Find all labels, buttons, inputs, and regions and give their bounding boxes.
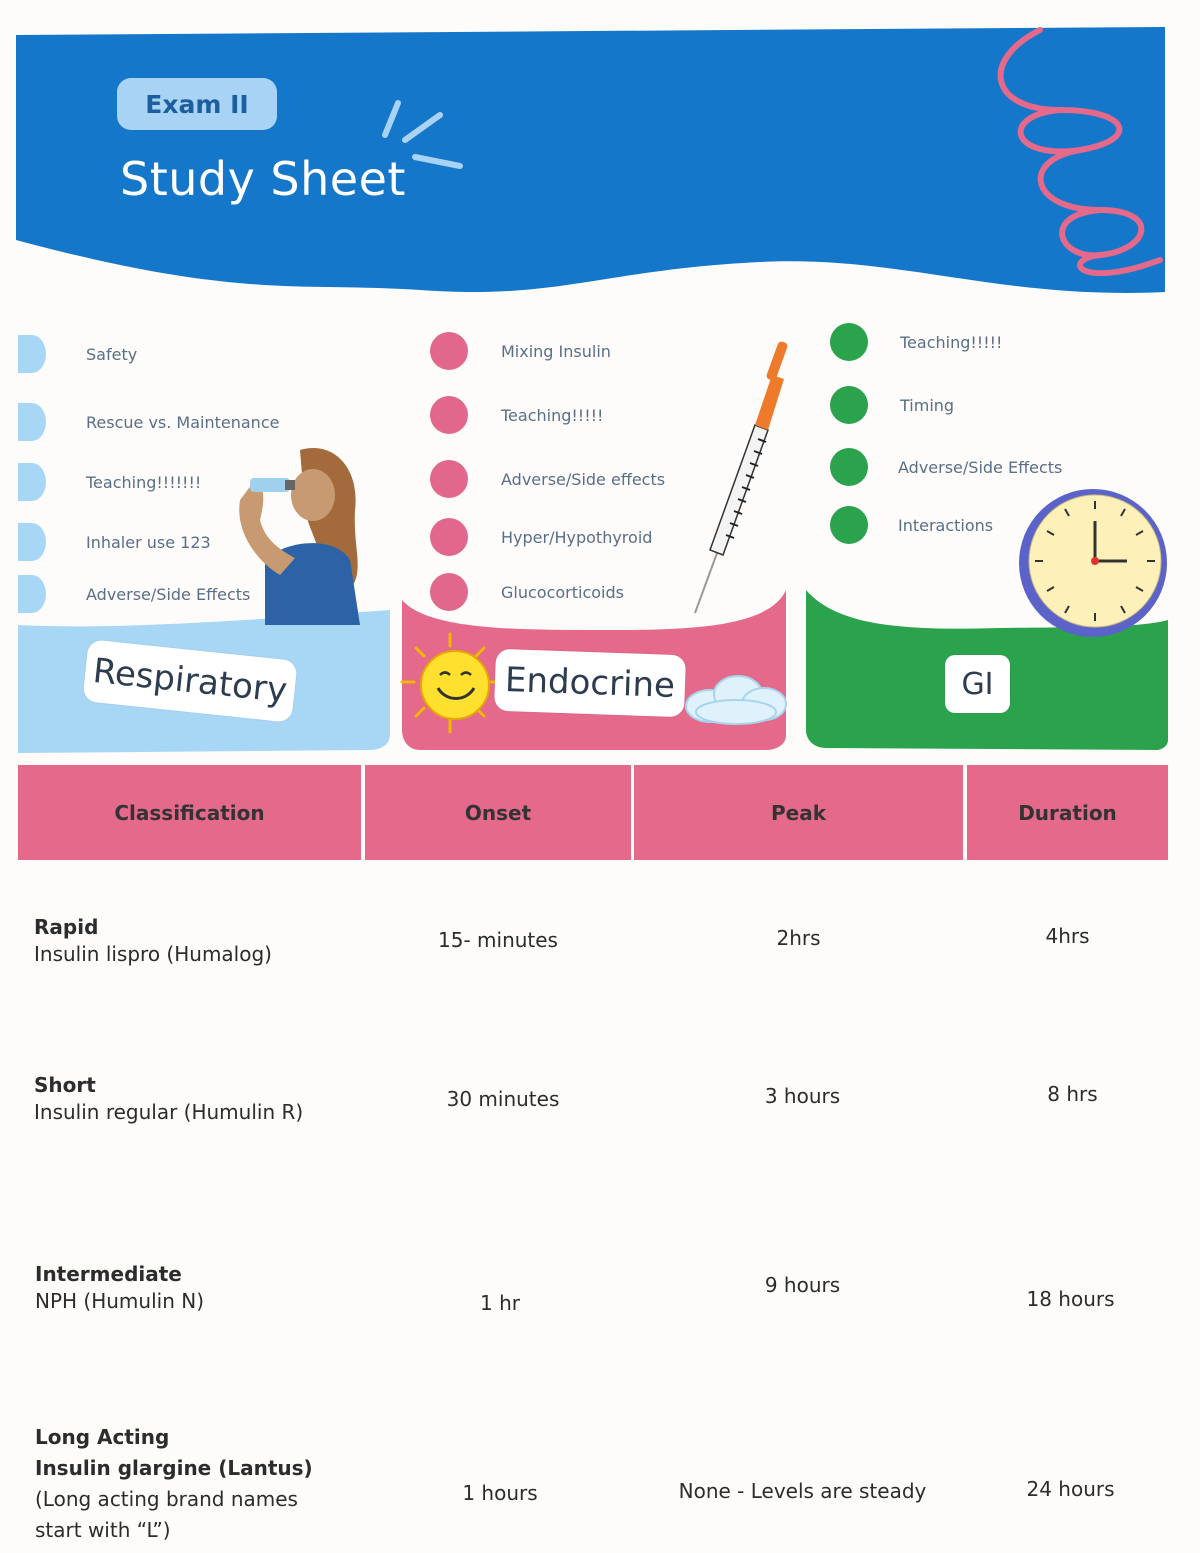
topic-item: Teaching!!!!! <box>900 332 1003 352</box>
bullet-dot <box>18 463 46 501</box>
classification-drug: Insulin regular (Humulin R) <box>34 1100 304 1124</box>
header-onset: Onset <box>365 765 631 860</box>
syringe-illustration <box>680 335 800 620</box>
classification-title: Intermediate <box>35 1262 182 1286</box>
gi-tag: GI <box>945 655 1010 713</box>
topic-item: Timing <box>900 395 955 415</box>
classification-cell <box>34 915 272 970</box>
endocrine-tag: Endocrine <box>494 649 686 718</box>
bullet-dot <box>430 460 468 498</box>
onset-cell: 1 hr <box>480 1291 520 1315</box>
classification-cell <box>35 1422 313 1546</box>
topic-item: Teaching!!!!! <box>501 405 604 425</box>
topic-item: Hyper/Hypothyroid <box>501 527 653 547</box>
classification-cell <box>35 1262 204 1317</box>
topic-item: Inhaler use 123 <box>86 532 211 552</box>
bullet-dot <box>430 518 468 556</box>
clock-icon <box>1015 485 1170 640</box>
topic-item: Mixing Insulin <box>501 341 611 361</box>
bullet-dot <box>430 332 468 370</box>
classification-note: start with “L”) <box>35 1518 171 1542</box>
topic-item: Adverse/Side Effects <box>86 584 251 604</box>
topic-item: Rescue vs. Maintenance <box>86 412 280 432</box>
classification-title: Short <box>34 1073 96 1097</box>
duration-cell: 24 hours <box>1026 1477 1115 1501</box>
topic-item: Safety <box>86 344 138 364</box>
peak-cell: 9 hours <box>764 1273 841 1297</box>
topic-item: Adverse/Side effects <box>501 469 666 489</box>
classification-note: (Long acting brand names <box>35 1487 298 1511</box>
topic-item: Interactions <box>898 515 994 535</box>
header-duration: Duration <box>967 765 1168 860</box>
bullet-dot <box>18 335 46 373</box>
topic-item: Teaching!!!!!!! <box>86 472 202 492</box>
onset-cell: 30 minutes <box>446 1087 560 1111</box>
onset-cell: 1 hours <box>462 1481 538 1505</box>
peak-cell: 2hrs <box>776 926 821 950</box>
header-peak: Peak <box>634 765 963 860</box>
bullet-dot <box>830 386 868 424</box>
duration-cell: 18 hours <box>1026 1287 1115 1311</box>
bullet-dot <box>830 448 868 486</box>
bullet-dot <box>830 506 868 544</box>
duration-cell: 8 hrs <box>1047 1082 1098 1106</box>
classification-cell <box>34 1073 303 1128</box>
bullet-dot <box>430 396 468 434</box>
classification-drug: Insulin glargine (Lantus) <box>35 1456 313 1480</box>
exam-badge: Exam II <box>117 78 277 130</box>
bullet-dot <box>18 403 46 441</box>
classification-drug: Insulin lispro (Humalog) <box>34 942 272 966</box>
sun-icon <box>398 630 503 735</box>
classification-title: Long Acting <box>35 1425 170 1449</box>
classification-title: Rapid <box>34 915 99 939</box>
peak-cell: 3 hours <box>764 1084 841 1108</box>
bullet-dot <box>430 573 468 611</box>
bullet-dot <box>18 575 46 613</box>
topic-item: Glucocorticoids <box>501 582 624 602</box>
onset-cell: 15- minutes <box>438 928 558 952</box>
header-classification: Classification <box>18 765 361 860</box>
peak-cell: None - Levels are steady <box>678 1479 927 1503</box>
cloud-icon <box>680 668 790 728</box>
bullet-dot <box>18 523 46 561</box>
topic-item: Adverse/Side Effects <box>898 457 1063 477</box>
bullet-dot <box>830 323 868 361</box>
respiratory-tag: Respiratory <box>82 639 297 723</box>
duration-cell: 4hrs <box>1045 924 1090 948</box>
page-title: Study Sheet <box>120 152 406 206</box>
classification-drug: NPH (Humulin N) <box>35 1289 205 1313</box>
